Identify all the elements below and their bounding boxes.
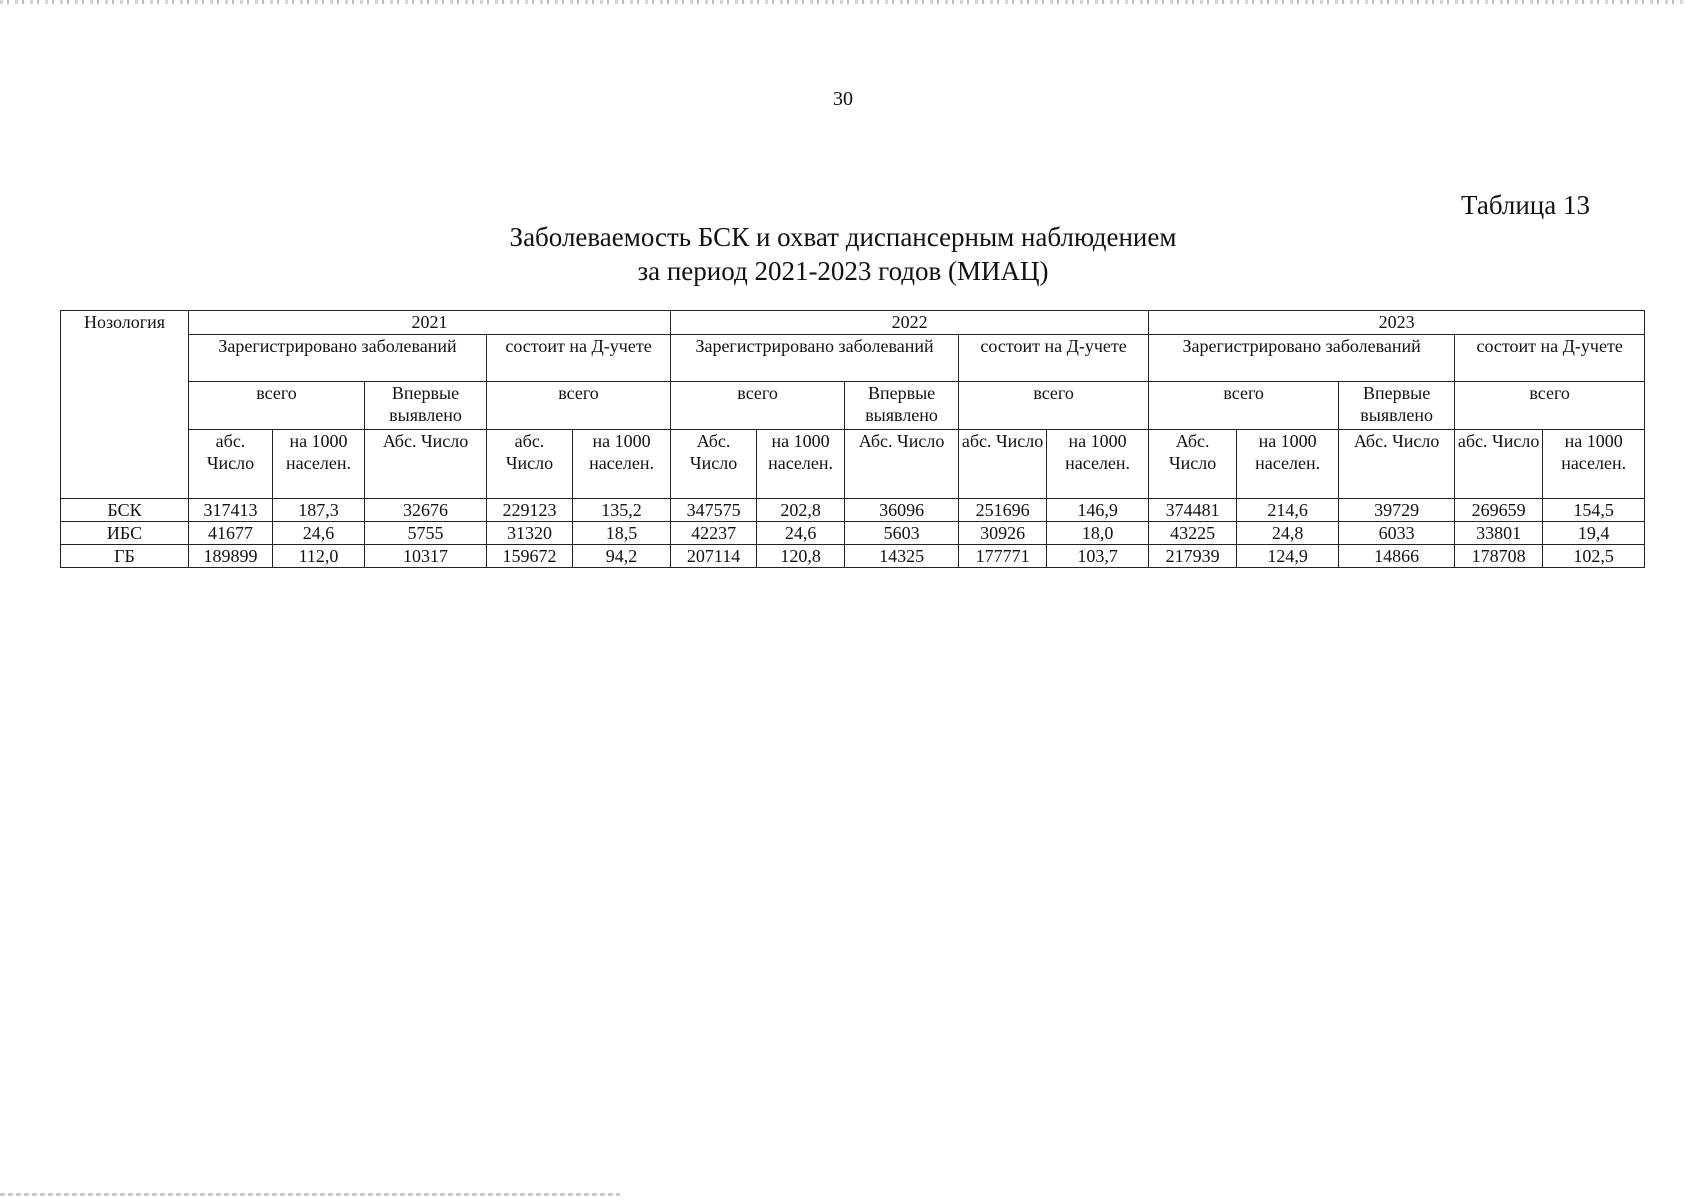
unit-header: на 1000 населен.	[1543, 430, 1645, 499]
on-record-header: состоит на Д-учете	[959, 335, 1149, 382]
value-cell: 24,6	[273, 522, 365, 545]
value-cell: 251696	[959, 499, 1047, 522]
value-cell: 6033	[1339, 522, 1455, 545]
page-number: 30	[833, 88, 853, 110]
nosology-cell: ИБС	[61, 522, 189, 545]
incidence-table	[60, 310, 1645, 568]
unit-header: абс. Число	[959, 430, 1047, 499]
value-cell: 103,7	[1047, 545, 1149, 568]
value-cell: 269659	[1455, 499, 1543, 522]
value-cell: 94,2	[573, 545, 671, 568]
total-header: всего	[487, 382, 671, 430]
value-cell: 36096	[845, 499, 959, 522]
value-cell: 347575	[671, 499, 757, 522]
unit-header: Абс. Число	[1339, 430, 1455, 499]
value-cell: 135,2	[573, 499, 671, 522]
value-cell: 5603	[845, 522, 959, 545]
table-row	[61, 522, 1645, 545]
scan-edge-top	[0, 0, 1686, 4]
value-cell: 317413	[189, 499, 273, 522]
year-header: 2022	[671, 311, 1149, 335]
nosology-header: Нозология	[61, 311, 189, 499]
year-header: 2021	[189, 311, 671, 335]
value-cell: 14866	[1339, 545, 1455, 568]
value-cell: 146,9	[1047, 499, 1149, 522]
value-cell: 207114	[671, 545, 757, 568]
unit-header: Абс. Число	[671, 430, 757, 499]
first-detected-header: Впервые выявлено	[1339, 382, 1455, 430]
value-cell: 189899	[189, 545, 273, 568]
unit-header: на 1000 населен.	[1237, 430, 1339, 499]
value-cell: 33801	[1455, 522, 1543, 545]
on-record-header: состоит на Д-учете	[487, 335, 671, 382]
value-cell: 30926	[959, 522, 1047, 545]
value-cell: 43225	[1149, 522, 1237, 545]
registered-header: Зарегистрировано заболеваний	[1149, 335, 1455, 382]
value-cell: 39729	[1339, 499, 1455, 522]
total-header: всего	[1149, 382, 1339, 430]
nosology-cell: ГБ	[61, 545, 189, 568]
page-title	[0, 220, 1686, 288]
unit-header: абс. Число	[189, 430, 273, 499]
value-cell: 24,6	[757, 522, 845, 545]
first-detected-header: Впервые выявлено	[365, 382, 487, 430]
unit-header: Абс. Число	[845, 430, 959, 499]
value-cell: 154,5	[1543, 499, 1645, 522]
first-detected-header: Впервые выявлено	[845, 382, 959, 430]
unit-header: на 1000 населен.	[573, 430, 671, 499]
on-record-header: состоит на Д-учете	[1455, 335, 1645, 382]
value-cell: 177771	[959, 545, 1047, 568]
title-line-2: за период 2021-2023 годов (МИАЦ)	[637, 256, 1049, 286]
value-cell: 102,5	[1543, 545, 1645, 568]
unit-header: на 1000 населен.	[273, 430, 365, 499]
value-cell: 120,8	[757, 545, 845, 568]
value-cell: 159672	[487, 545, 573, 568]
value-cell: 31320	[487, 522, 573, 545]
value-cell: 18,0	[1047, 522, 1149, 545]
registered-header: Зарегистрировано заболеваний	[189, 335, 487, 382]
nosology-cell: БСК	[61, 499, 189, 522]
value-cell: 14325	[845, 545, 959, 568]
title-line-1: Заболеваемость БСК и охват диспансерным наблюдением	[509, 222, 1177, 252]
value-cell: 18,5	[573, 522, 671, 545]
value-cell: 32676	[365, 499, 487, 522]
unit-header: Абс. Число	[1149, 430, 1237, 499]
table-label: Таблица 13	[1461, 190, 1590, 220]
value-cell: 217939	[1149, 545, 1237, 568]
unit-header: на 1000 населен.	[757, 430, 845, 499]
scan-edge-bottom	[0, 1193, 620, 1196]
unit-header: Абс. Число	[365, 430, 487, 499]
total-header: всего	[189, 382, 365, 430]
value-cell: 178708	[1455, 545, 1543, 568]
value-cell: 374481	[1149, 499, 1237, 522]
unit-header: абс. Число	[487, 430, 573, 499]
total-header: всего	[959, 382, 1149, 430]
value-cell: 214,6	[1237, 499, 1339, 522]
registered-header: Зарегистрировано заболеваний	[671, 335, 959, 382]
value-cell: 112,0	[273, 545, 365, 568]
value-cell: 202,8	[757, 499, 845, 522]
total-header: всего	[1455, 382, 1645, 430]
table-row	[61, 545, 1645, 568]
table-row	[61, 499, 1645, 522]
value-cell: 229123	[487, 499, 573, 522]
value-cell: 5755	[365, 522, 487, 545]
value-cell: 19,4	[1543, 522, 1645, 545]
value-cell: 187,3	[273, 499, 365, 522]
unit-header: абс. Число	[1455, 430, 1543, 499]
value-cell: 24,8	[1237, 522, 1339, 545]
year-header: 2023	[1149, 311, 1645, 335]
value-cell: 42237	[671, 522, 757, 545]
unit-header: на 1000 населен.	[1047, 430, 1149, 499]
total-header: всего	[671, 382, 845, 430]
value-cell: 41677	[189, 522, 273, 545]
value-cell: 10317	[365, 545, 487, 568]
value-cell: 124,9	[1237, 545, 1339, 568]
